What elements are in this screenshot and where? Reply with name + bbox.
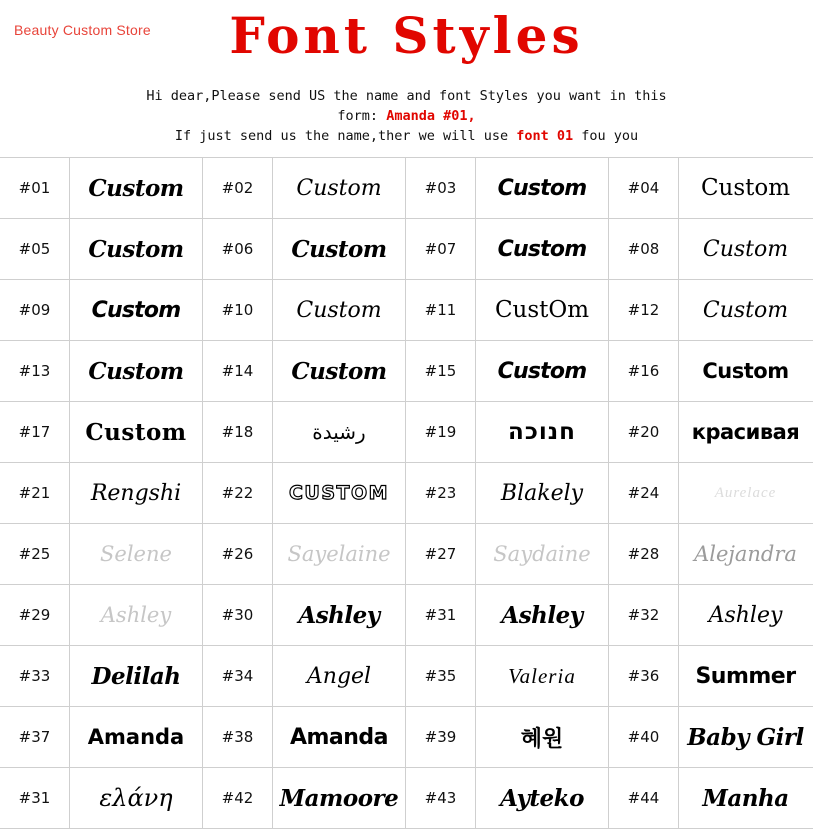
font-number: #09	[0, 280, 70, 340]
font-sample: Custom	[273, 341, 406, 401]
font-sample: Aurelace	[714, 484, 777, 501]
page-title: Font Styles	[229, 6, 584, 65]
instructions-block	[0, 80, 813, 146]
font-sample-grid	[0, 157, 813, 829]
font-number: #30	[203, 585, 273, 645]
font-sample: Custom	[70, 341, 203, 401]
font-number: #20	[609, 402, 679, 462]
font-number: #01	[0, 158, 70, 218]
font-sample: Selene	[70, 524, 203, 584]
store-brand-label: Beauty Custom Store	[14, 22, 151, 38]
font-number: #12	[609, 280, 679, 340]
font-sample: CustOm	[476, 280, 609, 340]
font-sample: Custom	[273, 158, 406, 218]
font-number: #22	[203, 463, 273, 523]
font-number: #38	[203, 707, 273, 767]
font-number: #11	[406, 280, 476, 340]
font-number: #36	[609, 646, 679, 706]
font-number: #17	[0, 402, 70, 462]
font-sample: Ashley	[70, 585, 203, 645]
font-sample: Ashley	[708, 602, 783, 628]
font-number: #14	[203, 341, 273, 401]
font-sample: Blakely	[476, 463, 609, 523]
font-sample: Delilah	[70, 646, 203, 706]
font-sample: Summer	[695, 663, 796, 689]
font-sample: Custom	[273, 280, 406, 340]
font-sample: Custom	[476, 341, 609, 401]
font-number: #33	[0, 646, 70, 706]
font-sample: Amanda	[273, 707, 406, 767]
font-number: #34	[203, 646, 273, 706]
font-number: #35	[406, 646, 476, 706]
instructions-line-2	[40, 126, 773, 146]
font-sample: Custom	[702, 236, 789, 262]
instructions-line-1b	[40, 106, 773, 126]
font-sample: رشيدة	[273, 402, 406, 462]
font-sample: Angel	[273, 646, 406, 706]
font-number: #18	[203, 402, 273, 462]
font-number: #10	[203, 280, 273, 340]
font-number: #31	[406, 585, 476, 645]
font-number: #07	[406, 219, 476, 279]
instructions-line-1-text: Hi dear,Please send US the name and font Styles you want in this	[146, 88, 667, 104]
instructions-line-1	[40, 86, 773, 106]
font-number: #32	[609, 585, 679, 645]
font-sample: 혜원	[476, 707, 609, 767]
table-row	[0, 707, 813, 768]
font-number: #15	[406, 341, 476, 401]
font-number: #05	[0, 219, 70, 279]
font-number: #29	[0, 585, 70, 645]
font-number: #08	[609, 219, 679, 279]
instructions-line-2-suffix: fou you	[573, 128, 639, 144]
table-row	[0, 524, 813, 585]
font-sample: красивая	[691, 420, 800, 444]
font-sample: Valeria	[476, 646, 609, 706]
font-sample: Custom	[702, 359, 789, 383]
font-number: #31	[0, 768, 70, 828]
font-sample: Custom	[70, 280, 203, 340]
table-row	[0, 585, 813, 646]
font-sample: Custom	[702, 297, 789, 323]
font-sample: Ashley	[476, 585, 609, 645]
font-number: #40	[609, 707, 679, 767]
font-number: #42	[203, 768, 273, 828]
font-number: #06	[203, 219, 273, 279]
font-sample: Ayteko	[476, 768, 609, 828]
font-sample: Custom	[273, 219, 406, 279]
font-number: #37	[0, 707, 70, 767]
font-number: #03	[406, 158, 476, 218]
font-number: #26	[203, 524, 273, 584]
table-row	[0, 646, 813, 707]
font-sample: Sayelaine	[273, 524, 406, 584]
font-number: #21	[0, 463, 70, 523]
font-number: #16	[609, 341, 679, 401]
table-row	[0, 341, 813, 402]
font-sample: Manha	[702, 784, 789, 812]
font-sample: Custom	[70, 402, 203, 462]
font-sample: Alejandra	[694, 542, 797, 566]
font-number: #27	[406, 524, 476, 584]
font-sample: Custom	[70, 219, 203, 279]
font-sample: Rengshi	[70, 463, 203, 523]
font-number: #19	[406, 402, 476, 462]
font-sample: Custom	[700, 175, 791, 201]
font-number: #23	[406, 463, 476, 523]
instructions-default-font-accent: font 01	[516, 128, 574, 144]
font-number: #02	[203, 158, 273, 218]
instructions-form-label: form:	[337, 108, 387, 124]
font-number: #25	[0, 524, 70, 584]
font-number: #43	[406, 768, 476, 828]
table-row	[0, 280, 813, 341]
table-row	[0, 768, 813, 829]
instructions-example-accent: Amanda #01,	[386, 108, 476, 124]
table-row	[0, 219, 813, 280]
font-number: #24	[609, 463, 679, 523]
font-sample: Custom	[70, 158, 203, 218]
table-row	[0, 463, 813, 524]
font-number: #44	[609, 768, 679, 828]
table-row	[0, 158, 813, 219]
table-row	[0, 402, 813, 463]
font-sample: Ashley	[273, 585, 406, 645]
font-sample: CUSTOM	[273, 463, 406, 523]
font-sample: חנוכה	[476, 402, 609, 462]
font-number: #28	[609, 524, 679, 584]
font-sample: Saydaine	[476, 524, 609, 584]
instructions-line-2-prefix: If just send us the name,ther we will use	[174, 128, 517, 144]
page-header	[0, 0, 813, 80]
font-sample: Mamoore	[273, 768, 406, 828]
font-sample: Amanda	[70, 707, 203, 767]
font-sample: ελάνη	[70, 768, 203, 828]
font-number: #39	[406, 707, 476, 767]
font-sample: Custom	[476, 158, 609, 218]
font-sample: Custom	[476, 219, 609, 279]
font-number: #04	[609, 158, 679, 218]
font-number: #13	[0, 341, 70, 401]
font-sample: Baby Girl	[687, 723, 804, 751]
